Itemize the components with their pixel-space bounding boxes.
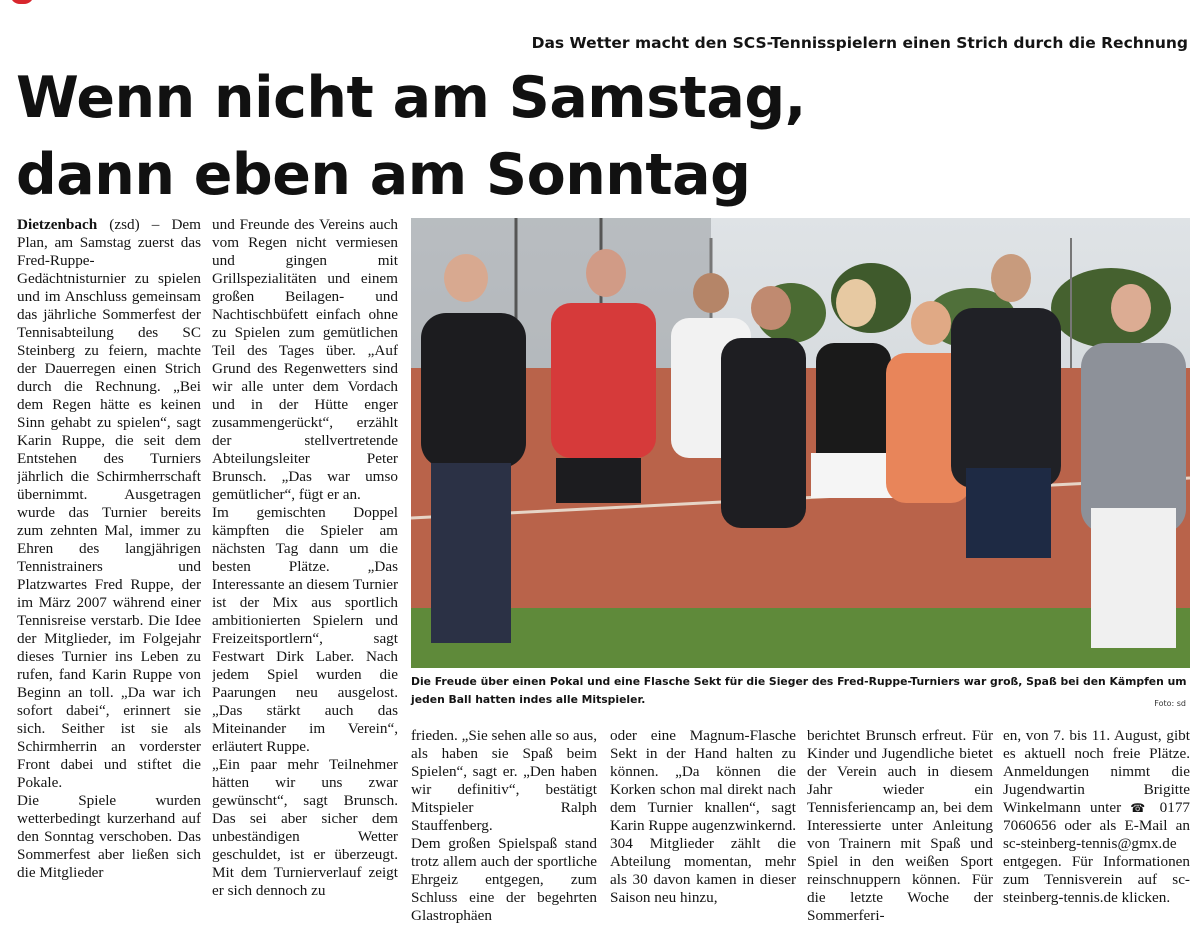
paragraph: Die Spiele wurden wetterbedingt kurzerhand auf den Sonntag verschoben. Das Sommerfest aber ließen sich die Mitglieder xyxy=(17,792,201,881)
section-color-mark xyxy=(10,0,34,4)
article-headline xyxy=(16,60,1186,214)
dateline: Dietzenbach xyxy=(17,216,98,233)
article-kicker: Das Wetter macht den SCS-Tennisspielern einen Strich durch die Rechnung xyxy=(531,34,1188,52)
article-column-5 xyxy=(807,727,993,947)
article-column-3 xyxy=(411,727,597,947)
paragraph: oder eine Magnum-Flasche Sekt in der Hand halten zu können. „Da können die Korken schon mal direkt nach dem Turnier knallen“, sagt Karin Ruppe augenzwinkernd. xyxy=(610,727,796,834)
team-photo xyxy=(411,218,1190,668)
paragraph-text: (zsd) – Dem Plan, am Samstag zuerst das Fred-Ruppe-Gedächtnisturnier zu spielen und im Anschluss gemeinsam das jährliche Sommerfest der Tennisabteilung des SC Steinberg zu feiern, machte der Dauerregen einen Strich durch die Rechnung. „Bei dem Regen hätte es keinen Sinn gehabt zu spielen“, sagt Karin Ruppe, die seit dem Entstehen des Turniers jährlich die Schirmherrschaft übernimmt. Ausgetragen wurde das Turnier bereits zum zehnten Mal, immer zu Ehren des langjährigen Tennistrainers und Platzwartes Fred Ruppe, der im März 2007 während einer Tennisreise verstarb. Die Idee der Mitglieder, im Folgejahr dieses Turnier ins Leben zu rufen, fand Karin Ruppe von Beginn an toll. „Da war ich sofort dabei“, erinnert sie sich. Seither ist sie als Schirmherrin an vorderster Front dabei und stiftet die Pokale. xyxy=(17,216,201,791)
paragraph xyxy=(1003,727,1190,907)
paragraph: Im gemischten Doppel kämpften die Spieler am nächsten Tag dann um die besten Plätze. „Das Interessante an diesem Turnier ist der Mix aus sportlich ambitionierten Spielern und Freizeitsportlern“, sagt Festwart Dirk Laber. Nach jedem Spiel wurden die Paarungen neu ausgelost. „Das stärkt auch das Miteinander im Verein“, erläutert Ruppe. xyxy=(212,504,398,755)
paragraph: „Ein paar mehr Teilnehmer hätten wir uns zwar gewünscht“, sagt Brunsch. Das sei aber sicher dem unbeständigen Wetter geschuldet, ist er überzeugt. Mit dem Turnierverlauf zeigt er sich dennoch zu xyxy=(212,756,398,899)
paragraph: 304 Mitglieder zählt die Abteilung momentan, mehr als 30 davon kamen in dieser Saison neu hinzu, xyxy=(610,835,796,906)
paragraph xyxy=(17,216,201,792)
photo-credit: Foto: sd xyxy=(1154,699,1186,708)
article-column-1 xyxy=(17,216,201,946)
photo-illustration xyxy=(411,218,1190,668)
article-column-4 xyxy=(610,727,796,947)
headline-line-2: dann eben am Sonntag xyxy=(16,142,751,208)
telephone-icon: ☎ xyxy=(1130,801,1151,815)
headline-line-1: Wenn nicht am Samstag, xyxy=(16,65,806,131)
paragraph: frieden. „Sie sehen alle so aus, als haben sie Spaß beim Spielen“, sagt er. „Den haben wir definitiv“, bestätigt Mitspieler Ralph Stauffenberg. xyxy=(411,727,597,834)
article-column-2 xyxy=(212,216,398,946)
photo-caption: Die Freude über einen Pokal und eine Flasche Sekt für die Sieger des Fred-Ruppe-Turniers war groß, Spaß bei den Kämpfen um jeden Ball hatten indes alle Mitspieler. xyxy=(411,675,1187,706)
paragraph: berichtet Brunsch erfreut. Für Kinder und Jugendliche bietet der Verein auch in diesem Jahr wieder ein Tennisferiencamp an, bei dem Interessierte unter Anleitung von Trainern mit Spaß und Spiel in den weißen Sport reinschnuppern können. Für die letzte Woche der Sommerferi- xyxy=(807,727,993,924)
paragraph-text: en, von 7. bis 11. August, gibt es aktuell noch freie Plätze. Anmeldungen nimmt die Jugendwartin Brigitte Winkelmann unter xyxy=(1003,727,1190,816)
paragraph: und Freunde des Vereins auch vom Regen nicht vermiesen und gingen mit Grillspezialitäten und einem großen Beilagen- und Nachtischbüfett einfach ohne zu Spielen zum gemütlichen Teil des Tages über. „Auf Grund des Regenwetters sind wir alle unter dem Vordach und in der Hütte enger zusammengerückt“, erzählt der stellvertretende Abteilungsleiter Peter Brunsch. „Das war umso gemütlicher“, fügt er an. xyxy=(212,216,398,503)
article-column-6 xyxy=(1003,727,1190,947)
paragraph-text: 0177 7060656 oder als E-Mail an sc-steinberg-tennis@gmx.de entgegen. Für Informationen zum Tennisverein auf sc-steinberg-tennis.de klicken. xyxy=(1003,799,1190,906)
paragraph: Dem großen Spielspaß stand trotz allem auch der sportliche Ehrgeiz entgegen, zum Schluss eine der begehrten Glastrophäen xyxy=(411,835,597,924)
